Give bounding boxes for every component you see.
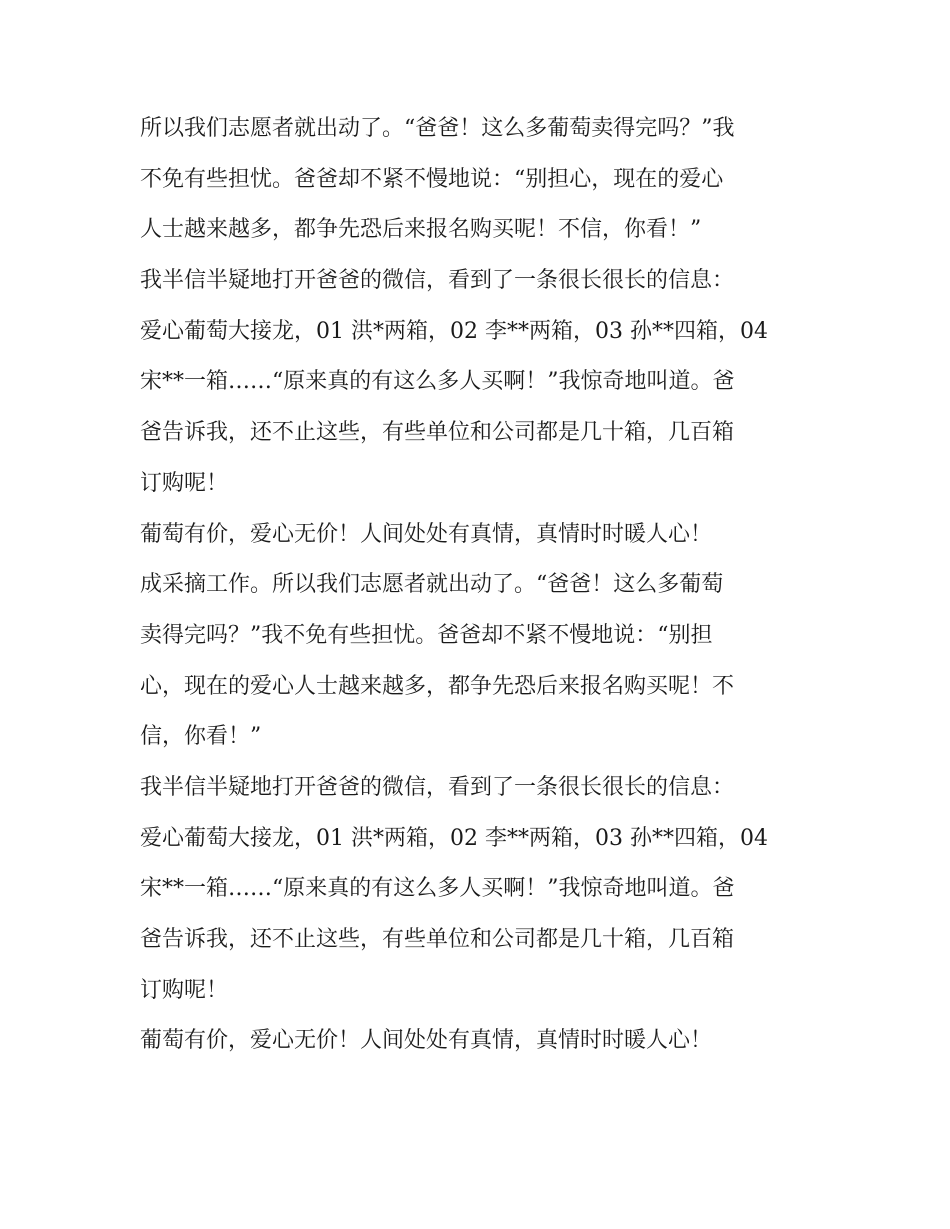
text-line: 爸告诉我，还不止这些，有些单位和公司都是几十箱，几百箱 [140, 927, 735, 952]
text-line: 葡萄有价，爱心无价！人间处处有真情，真情时时暖人心！ [140, 521, 713, 547]
text-line: 葡萄有价，爱心无价！人间处处有真情，真情时时暖人心！ [140, 1028, 713, 1054]
text-line: 爱心葡萄大接龙，01 洪*两箱，02 李**两箱，03 孙**四箱，04 [140, 318, 768, 344]
text-line: 不免有些担忧。爸爸却不紧不慢地说：“别担心，现在的爱心 [140, 166, 724, 192]
text-line: 宋**一箱……“原来真的有这么多人买啊！”我惊奇地叫道。爸 [140, 369, 735, 395]
body-text [140, 104, 830, 1067]
text-line: 订购呢！ [140, 977, 229, 1003]
text-line: 卖得完吗？”我不免有些担忧。爸爸却不紧不慢地说：“别担 [140, 622, 713, 648]
text-line: 爱心葡萄大接龙，01 洪*两箱，02 李**两箱，03 孙**四箱，04 [140, 825, 768, 851]
text-line: 信，你看！” [140, 724, 262, 750]
text-line: 成采摘工作。所以我们志愿者就出动了。“爸爸！这么多葡萄 [140, 572, 724, 598]
text-line: 我半信半疑地打开爸爸的微信，看到了一条很长很长的信息： [140, 268, 735, 294]
text-line: 爸告诉我，还不止这些，有些单位和公司都是几十箱，几百箱 [140, 420, 735, 446]
text-line: 订购呢！ [140, 470, 229, 496]
text-line: 人士越来越多，都争先恐后来报名购买呢！不信，你看！” [140, 217, 702, 243]
text-line: 宋**一箱……“原来真的有这么多人买啊！”我惊奇地叫道。爸 [140, 876, 735, 902]
text-line: 所以我们志愿者就出动了。“爸爸！这么多葡萄卖得完吗？”我 [140, 116, 735, 141]
text-line: 心，现在的爱心人士越来越多，都争先恐后来报名购买呢！不 [140, 673, 735, 699]
text-line: 我半信半疑地打开爸爸的微信，看到了一条很长很长的信息： [140, 774, 735, 800]
